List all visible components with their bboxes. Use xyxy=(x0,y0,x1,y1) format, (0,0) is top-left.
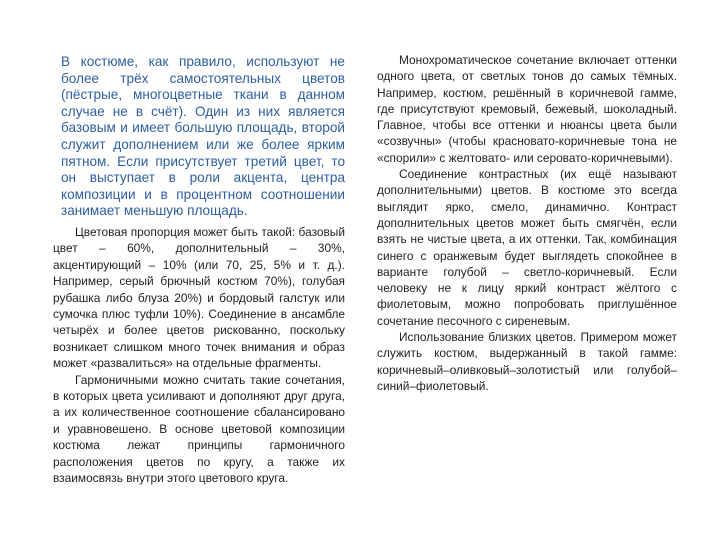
lead-paragraph-block xyxy=(61,54,345,220)
lead-paragraph: В костюме, как правило, используют не более трёх самостоятельных цветов (пёстрые, многоцветные ткани в данном случае не в счёт). Один из них является базовым и имеет большую площадь, второй служит дополнением или же более ярким пятном. Если присутствует третий цвет, то он выступает в роли акцента, центра композиции и в процентном соотношении занимает меньшую площадь. xyxy=(61,54,345,219)
paragraph-color-proportion: Цветовая пропорция может быть такой: базовый цвет – 60%, дополнительный – 30%, акцентирующий – 10% (или 70, 25, 5% и т. д.). Например, серый брючный костюм 70%), голубая рубашка либо блуза 20%) и бордовый галстук или сумочка плюс туфли 10%). Соединение в ансамбле четырёх и более цветов рискованно, поскольку возникает слишком много точек внимания и образ может «развалиться» на отдельные фрагменты. xyxy=(53,225,345,371)
left-body-text xyxy=(53,224,345,487)
paragraph-monochromatic: Монохроматическое сочетание включает оттенки одного цвета, от светлых тонов до самых тёмных. Например, костюм, решённый в коричневой гамме, где присутствуют кремовый, бежевый, шоколадный. Главное, чтобы все оттенки и нюансы цвета были «созвучны» (чтобы красновато-коричневые тона не «спорили» с желтовато- или серовато-коричневыми). xyxy=(377,53,677,165)
right-body-text xyxy=(377,52,677,394)
paragraph-close-colors: Использование близких цветов. Примером может служить костюм, выдержанный в такой гамме: коричневый–оливковый–золотистый или голубой–синий–фиолетовый. xyxy=(377,330,677,393)
paragraph-contrasting: Соединение контрастных (их ещё называют дополнительными) цветов. В костюме это всегда выглядит ярко, смело, динамично. Контраст дополнительных цветов может быть смягчён, если взять не чистые цвета, а их оттенки. Так, комбинация синего с оранжевым будет выглядеть спокойнее в варианте голубой – светло-коричневый. Если человеку не к лицу яркий контраст жёлтого с фиолетовым, можно попробовать приглушённое сочетание песочного с сиреневым. xyxy=(377,167,677,328)
paragraph-harmonious-combinations: Гармоничными можно считать такие сочетания, в которых цвета усиливают и дополняют друг друга, а их количественное соотношение сбалансировано и уравновешено. В основе цветовой композиции костюма лежат принципы гармоничного расположения цветов по кругу, а также их взаимосвязь внутри этого цветового круга. xyxy=(53,372,345,486)
